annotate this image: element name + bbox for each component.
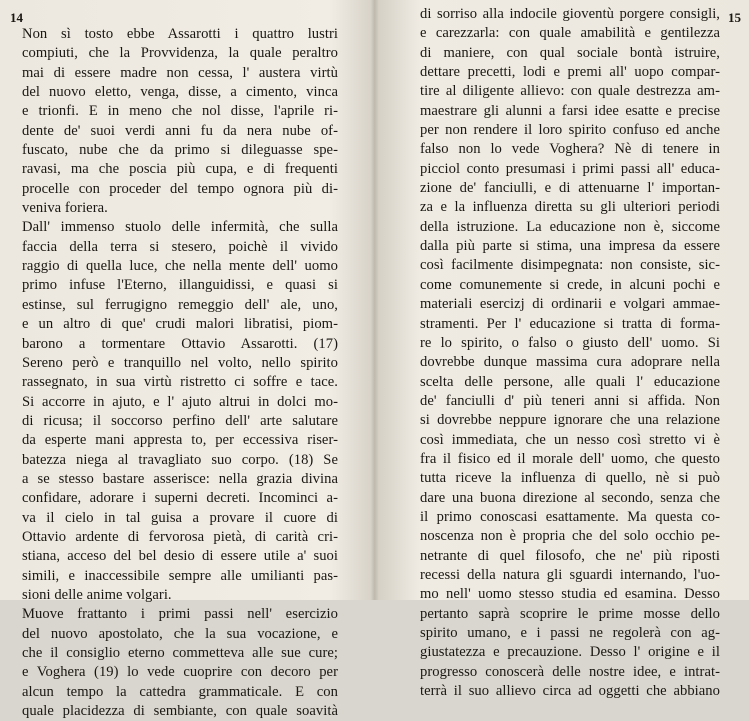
text-line: e un altro di que' crudi malori libratisi, piom- bbox=[22, 316, 338, 333]
text-line: maestrare gli alunni a farsi idee esatte e precise bbox=[420, 102, 720, 119]
text-line: il primo conoscasi esattamente. Ma questa co- bbox=[420, 508, 720, 525]
text-line: procelle con proceder del tempo ognora più di- bbox=[22, 180, 338, 197]
text-line: recessi della natura gli sguardi internando, l'uo- bbox=[420, 566, 720, 583]
text-line: del nuovo apostolato, che la sua vocazione, e bbox=[22, 625, 338, 642]
text-line: fuscato, nube che da primo si dileguasse spe- bbox=[22, 142, 338, 159]
text-line: che il consiglio eterno commetteva alle sue cure; bbox=[22, 645, 338, 661]
text-line: sioni delle anime volgari. bbox=[22, 586, 172, 603]
text-line: estinse, sul ferrugigno remeggio dell' ale, uno, bbox=[22, 296, 338, 313]
page-number: 14 bbox=[10, 10, 23, 25]
text-line: de' fanciulli d' più teneri anni si affida. Non bbox=[420, 392, 720, 409]
text-line: Muove frattanto i primi passi nell' esercizio bbox=[22, 606, 338, 623]
text-line: a se stesso bastare asserisce: nella grazia divina bbox=[22, 470, 338, 487]
text-line: stiana, acceso del bel desio di essere utile a' suoi bbox=[22, 548, 338, 565]
page-number: 15 bbox=[728, 10, 741, 25]
text-line: faccia della terra si stesero, poichè il vivido bbox=[22, 238, 338, 255]
text-line: della istruzione. La educazione non è, siccome bbox=[420, 218, 720, 235]
text-line: Non sì tosto ebbe Assarotti i quattro lustri bbox=[22, 26, 338, 42]
text-line: quale placidezza di sembiante, con quale soavità bbox=[22, 703, 338, 720]
text-line: giustatezza e precauzione. Desso l' origine e il bbox=[420, 644, 720, 661]
text-line: Dall' immenso stuolo delle infermità, che sulla bbox=[22, 219, 338, 236]
text-line: ravasi, ma che poscia più cupa, e di frequenti bbox=[22, 161, 338, 178]
text-line: batezza niega al travagliato suo corpo. (18) Se bbox=[22, 451, 338, 468]
text-line: simili, e inaccessibile sempre alle umilianti pas- bbox=[22, 567, 338, 584]
text-line: e trionfi. E in meno che nol disse, l'aprile ri- bbox=[22, 103, 338, 120]
text-line: tutta riceve la influenza di quello, nè si può bbox=[420, 470, 720, 487]
text-line: mo nell' uomo stesso studia ed esamina. Desso bbox=[420, 586, 720, 603]
text-line: dare una buona direzione al secondo, senza che bbox=[420, 489, 720, 506]
text-line: fra il fisico ed il morale dell' uomo, che questo bbox=[420, 450, 720, 467]
text-line: si dovrebbe neppure ignorare che una relazione bbox=[420, 412, 720, 429]
text-line: raggio di quella luce, che nella mente dell' uomo bbox=[22, 258, 338, 275]
text-line: zione de' fanciulli, e di attenuarne l' importan- bbox=[420, 180, 720, 197]
text-line: di sorriso alla indocile gioventù porgere consigli, bbox=[420, 6, 720, 22]
text-line: e carezzarla: con quale amabilità e gentilezza bbox=[420, 25, 720, 42]
text-line: da esperte mani appresta to, per eccessiva riser- bbox=[22, 432, 338, 449]
text-line: e Voghera (19) lo vede cuoprire con decoro per bbox=[22, 664, 338, 681]
text-line: re lo spirito, o falso o giusto dell' uomo. Si bbox=[420, 334, 720, 351]
left-page bbox=[0, 0, 370, 720]
text-line: va il cielo in tal guisa a provare il cuore di bbox=[22, 509, 338, 526]
text-line: Si accorre in ajuto, e l' ajuto altrui in dolci mo- bbox=[22, 393, 338, 410]
text-line: come comunemente si crede, in alcuni pochi e bbox=[420, 276, 720, 293]
text-line: mai di essere madre non cessa, l' austera virtù bbox=[22, 64, 338, 81]
text-line: rassegnato, in sua virtù ristretto ci soffre e tace. bbox=[22, 374, 338, 391]
text-line: di ricusa; il soccorso perfino dell' arte salutare bbox=[22, 412, 338, 429]
text-line: confidare, adorare i superni decreti. Incominci a- bbox=[22, 490, 338, 507]
text-line: così facilmente disimpegnata: non consiste, sic- bbox=[420, 257, 720, 274]
text-line: Ottavio ardente di fervorosa pietà, di carità cri- bbox=[22, 528, 338, 545]
text-line: barono a tormentare Ottavio Assarotti. (17) bbox=[22, 335, 338, 352]
text-line: terrà il suo allievo circa ad oggetti che abbiano bbox=[420, 683, 720, 700]
text-line: spirito umano, e i passi ne regolerà con ag- bbox=[420, 625, 720, 641]
page-text bbox=[22, 25, 338, 721]
text-line: dovrebbe dunque massima cura adoprare nella bbox=[420, 354, 720, 371]
text-line: dettare precetti, lodi e premi all' uopo compar- bbox=[420, 64, 720, 81]
text-line: alcun tempo la cattedra grammaticale. E con bbox=[22, 683, 338, 700]
text-line: primo infuse l'Eterno, illanguidissi, e quasi si bbox=[22, 277, 338, 294]
text-line: za e la influenza diretta su gli ulteriori periodi bbox=[420, 199, 720, 216]
text-line: dalla più parte si stima, una impresa da essere bbox=[420, 238, 720, 255]
text-line: così immediata, che un nesso così stretto vi è bbox=[420, 431, 720, 448]
text-line: scelta delle persone, alle quali l' educazione bbox=[420, 373, 720, 390]
text-line: tire al diligente allievo: con quale destrezza am- bbox=[420, 83, 720, 100]
text-line: veniva foriera. bbox=[22, 200, 108, 217]
text-line: noscenza non è propria che del solo occhio pe- bbox=[420, 528, 720, 545]
text-line: dente de' suoi verdi anni fu da nera nube of- bbox=[22, 122, 338, 139]
text-line: del nuovo eletto, venga, disse, a cimento, vinca bbox=[22, 84, 338, 101]
text-line: stramenti. Per l' educazione si tratta di forma- bbox=[420, 315, 720, 332]
text-line: picciol conto presumasi i primi passi all' educa- bbox=[420, 160, 720, 177]
page-text bbox=[420, 5, 720, 701]
right-page bbox=[376, 0, 749, 700]
text-line: pertanto saprà scoprire le prime mosse dello bbox=[420, 605, 720, 622]
text-line: netrante di quel filosofo, che ne' più riposti bbox=[420, 547, 720, 564]
text-line: falso non lo vede Voghera? Nè di tenere in bbox=[420, 141, 720, 158]
text-line: progresso conoscerà delle nostre idee, e intrat- bbox=[420, 663, 720, 680]
text-line: di maniere, con qual sociale bontà istruire, bbox=[420, 44, 720, 61]
text-line: compiuti, che la Provvidenza, la quale peraltro bbox=[22, 45, 338, 62]
text-line: per non rendere il loro spirito confuso ed anche bbox=[420, 122, 720, 139]
text-line: Sereno però e tranquillo nel volto, nello spirito bbox=[22, 354, 338, 371]
text-line: materiali esercizj di ordinarii e volgari ammae- bbox=[420, 296, 720, 313]
